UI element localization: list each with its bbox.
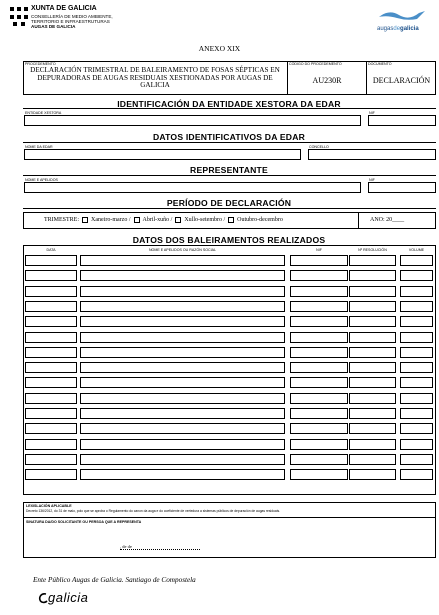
table-cell-date[interactable] [25,301,77,312]
table-cell-name[interactable] [80,255,285,266]
table-cell-date[interactable] [25,393,77,404]
table-cell-volume[interactable] [400,286,433,297]
period-q3-label: Xullo-setembro / [184,217,226,223]
table-cell-name[interactable] [80,408,285,419]
logo-text-augas: augas [377,26,394,32]
table-cell-resolution[interactable] [349,255,396,266]
annex-title: ANEXO XIX [198,44,241,53]
table-cell-volume[interactable] [400,301,433,312]
table-cell-resolution[interactable] [349,286,396,297]
signature-date-text: , de de [120,544,132,549]
section-period-title: PERÍODO DE DECLARACIÓN [166,198,292,208]
procedure-code: AU230R [312,76,342,85]
procedure-title: DECLARACIÓN TRIMESTRAL DE BALEIRAMENTO DE FOSAS SÉPTICAS EN DEPURADORAS DE AUGAS RESIDUAIS XESTIONADAS POR AUGAS DE GALICIA [30,66,280,90]
section-edar-title: DATOS IDENTIFICATIVOS DA EDAR [152,132,306,142]
table-cell-date[interactable] [25,454,77,465]
table-cell-resolution[interactable] [349,301,396,312]
table-cell-name[interactable] [80,270,285,281]
table-cell-nif[interactable] [290,270,348,281]
section-entity-title: IDENTIFICACIÓN DA ENTIDADE XESTORA DA EDAR [117,99,341,109]
table-cell-nif[interactable] [290,255,348,266]
table-cell-name[interactable] [80,454,285,465]
table-cell-date[interactable] [25,286,77,297]
column-header-nif: NIF [316,248,322,252]
org-dept-line-3: AUGAS DE GALICIA [31,24,76,29]
table-cell-name[interactable] [80,301,285,312]
signature-label: SINATURA DA/DO SOLICITANTE OU PERSOA QUE A REPRESENTA [26,520,142,524]
org-name: XUNTA DE GALICIA [31,5,97,12]
period-q4-label: Outubro-decembro [237,217,283,223]
footer-brand-text: galicia [48,590,89,605]
table-cell-volume[interactable] [400,454,433,465]
footer-brand [38,590,88,605]
table-cell-volume[interactable] [400,332,433,343]
table-cell-date[interactable] [25,316,77,327]
wave-icon [377,9,427,21]
procedure-label: PROCEDEMENTO [25,62,56,66]
checkbox-q3[interactable] [175,217,181,223]
document-type: DECLARACIÓN [372,76,431,85]
signature-date-line[interactable] [120,544,200,550]
org-dept-line-1: CONSELLERÍA DE MEDIO AMBIENTE, [31,14,113,19]
period-q1-label: Xaneiro-marzo / [91,217,131,223]
table-cell-name[interactable] [80,377,285,388]
table-cell-nif[interactable] [290,423,348,434]
table-cell-resolution[interactable] [349,316,396,327]
table-cell-name[interactable] [80,469,285,480]
table-cell-volume[interactable] [400,255,433,266]
table-cell-name[interactable] [80,439,285,450]
table-cell-nif[interactable] [290,316,348,327]
org-dept-line-2: TERRITORIO E INFRAESTRUTURAS [31,19,110,24]
table-cell-name[interactable] [80,362,285,373]
table-cell-resolution[interactable] [349,332,396,343]
table-cell-name[interactable] [80,316,285,327]
edar-name-label: NOME DA EDAR [25,145,53,149]
checkbox-q2[interactable] [134,217,140,223]
procedure-code-label: CÓDIGO DO PROCEDEMENTO [289,62,342,66]
column-header-name: NOME E APELIDOS OU RAZÓN SOCIAL [148,248,217,252]
logo-text-de: de [393,26,401,32]
table-cell-volume[interactable] [400,393,433,404]
table-cell-name[interactable] [80,393,285,404]
table-cell-volume[interactable] [400,408,433,419]
checkbox-q1[interactable] [82,217,88,223]
period-options [44,217,283,223]
table-cell-nif[interactable] [290,469,348,480]
entity-nif-field[interactable] [368,115,436,126]
table-cell-volume[interactable] [400,270,433,281]
edar-name-field[interactable] [24,149,301,160]
legislation-text: Decreto 136/2012, do 31 de maio, polo que se aproba o Regulamento do canon da auga e do coeficiente de vertedura a sistemas públicos de depuración de augas residuais. [26,509,281,513]
table-cell-volume[interactable] [400,377,433,388]
period-year[interactable]: ANO: 20____ [370,217,405,223]
table-cell-nif[interactable] [290,377,348,388]
table-cell-nif[interactable] [290,332,348,343]
table-cell-volume[interactable] [400,316,433,327]
entity-name-field[interactable] [24,115,361,126]
table-cell-name[interactable] [80,423,285,434]
rep-name-label: NOME E APELIDOS [25,178,58,182]
table-cell-resolution[interactable] [349,270,396,281]
legislation-label: LEXISLACIÓN APLICABLE [26,504,72,508]
table-cell-volume[interactable] [400,423,433,434]
augas-de-galicia-logo [377,8,427,30]
table-cell-date[interactable] [25,408,77,419]
table-cell-resolution[interactable] [349,347,396,358]
column-header-date: DATA [46,248,56,252]
entity-nif-label: NIF [369,111,375,115]
rep-nif-label: NIF [369,178,375,182]
document-label: DOCUMENTO [368,62,392,66]
table-cell-nif[interactable] [290,301,348,312]
table-cell-date[interactable] [25,362,77,373]
edar-council-label: CONCELLO [309,145,329,149]
table-cell-date[interactable] [25,347,77,358]
rep-name-field[interactable] [24,182,361,193]
xunta-emblem-icon [9,6,29,28]
table-cell-date[interactable] [25,469,77,480]
table-cell-date[interactable] [25,255,77,266]
section-representative-title: REPRESENTANTE [190,165,268,175]
table-cell-nif[interactable] [290,286,348,297]
table-cell-resolution[interactable] [349,377,396,388]
table-cell-nif[interactable] [290,439,348,450]
table-cell-date[interactable] [25,270,77,281]
table-cell-resolution[interactable] [349,408,396,419]
table-cell-resolution[interactable] [349,454,396,465]
table-cell-resolution[interactable] [349,393,396,404]
table-cell-date[interactable] [25,332,77,343]
table-cell-nif[interactable] [290,362,348,373]
table-cell-nif[interactable] [290,347,348,358]
edar-council-field[interactable] [308,149,436,160]
galicia-mark-icon [38,592,48,604]
period-prefix: TRIMESTRE: [44,217,80,223]
rep-nif-field[interactable] [368,182,436,193]
footer-entity: Ente Público Augas de Galicia. Santiago de Compostela [33,576,196,584]
entity-name-label: ENTIDADE XESTORA [25,111,62,115]
table-cell-volume[interactable] [400,347,433,358]
table-cell-date[interactable] [25,377,77,388]
table-cell-resolution[interactable] [349,423,396,434]
section-emptyings-title: DATOS DOS BALEIRAMENTOS REALIZADOS [132,235,326,245]
table-cell-date[interactable] [25,423,77,434]
checkbox-q4[interactable] [228,217,234,223]
period-q2-label: Abril-xuño / [142,217,173,223]
column-header-resolution: Nº RESOLUCIÓN [358,248,387,252]
table-cell-name[interactable] [80,286,285,297]
table-cell-name[interactable] [80,332,285,343]
table-cell-resolution[interactable] [349,469,396,480]
table-cell-resolution[interactable] [349,439,396,450]
column-header-volume: VOLUME [408,248,425,252]
table-cell-resolution[interactable] [349,362,396,373]
table-cell-nif[interactable] [290,408,348,419]
logo-text-galicia: galicia [400,26,419,32]
xunta-logo [9,6,29,28]
table-cell-name[interactable] [80,347,285,358]
table-cell-nif[interactable] [290,454,348,465]
table-cell-volume[interactable] [400,362,433,373]
table-cell-volume[interactable] [400,439,433,450]
table-cell-date[interactable] [25,439,77,450]
table-cell-volume[interactable] [400,469,433,480]
table-cell-nif[interactable] [290,393,348,404]
